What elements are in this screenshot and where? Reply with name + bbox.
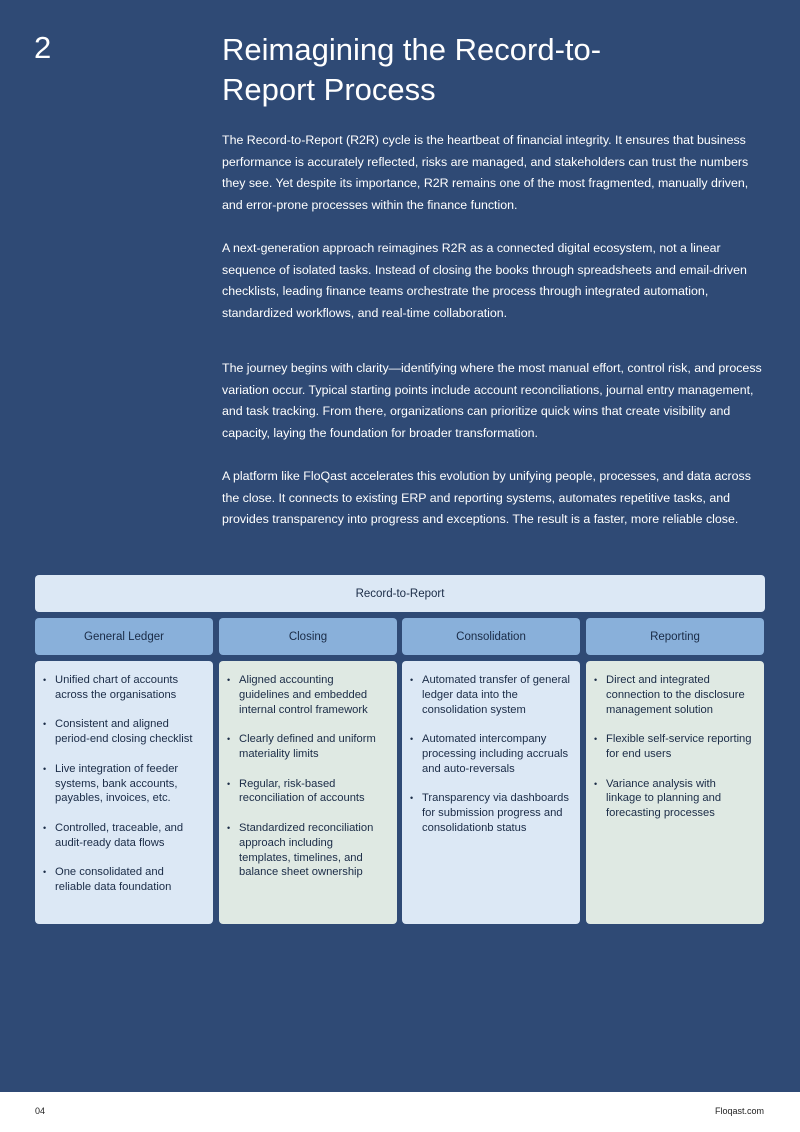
list-item: • Direct and integrated connection to the disclosure management solution [594,673,754,717]
bullet-list [594,673,754,821]
list-item: • Automated intercompany processing including accruals and auto-reversals [410,732,570,776]
column-header-closing: Closing [219,618,397,655]
list-item: • Aligned accounting guidelines and embedded internal control framework [227,673,387,717]
column-header-reporting: Reporting [586,618,764,655]
column-body-closing [219,661,397,924]
list-item: • Unified chart of accounts across the organisations [43,673,203,703]
website-link[interactable]: Floqast.com [714,1106,764,1116]
column-body-consolidation [402,661,580,924]
paragraph: A platform like FloQast accelerates this evolution by unifying people, processes, and data across the close. It connects to existing ERP and reporting systems, automates repetitive tasks, and provides transparency into progress and exceptions. The result is a faster, more reliable close. [222,469,751,526]
column-header-consolidation: Consolidation [402,618,580,655]
page-footer [0,1092,800,1132]
list-item: • Flexible self-service reporting for end users [594,732,754,762]
column-body-reporting [586,661,764,924]
bullet-list [43,673,203,895]
column-body-general-ledger [35,661,213,924]
paragraph: A next-generation approach reimagines R2R as a connected digital ecosystem, not a linear sequence of isolated tasks. Instead of closing the books through spreadsheets and email-driven checklists, leading finance teams orchestrate the process through integrated automation, standardized workflows, and real-time collaboration. [222,241,747,320]
list-item: • Controlled, traceable, and audit-ready data flows [43,821,203,851]
record-to-report-header: Record-to-Report [35,575,765,612]
list-item: • Consistent and aligned period-end closing checklist [43,717,203,747]
list-item: • Variance analysis with linkage to planning and forecasting processes [594,777,754,821]
list-item: • One consolidated and reliable data foundation [43,865,203,895]
bullet-list [410,673,570,836]
paragraph: The journey begins with clarity—identifying where the most manual effort, control risk, and process variation occur. Typical starting points include account reconciliations, journal entry management, and task tracking. From there, organizations can prioritize quick wins that create visibility and capacity, laying the foundation for broader transformation. [222,361,762,440]
column-header-general-ledger: General Ledger [35,618,213,655]
list-item: • Regular, risk-based reconciliation of accounts [227,777,387,807]
list-item: • Clearly defined and uniform materiality limits [227,732,387,762]
bullet-list [227,673,387,880]
page-number: 04 [35,1106,46,1116]
section-number: 2 [34,30,52,65]
list-item: • Standardized reconciliation approach including templates, timelines, and balance sheet ownership [227,821,387,880]
list-item: • Transparency via dashboards for submission progress and consolidationb status [410,791,570,835]
paragraph: The Record-to-Report (R2R) cycle is the heartbeat of financial integrity. It ensures that business performance is accurately reflected, risks are managed, and stakeholders can trust the numbers they see. Yet despite its importance, R2R remains one of the most fragmented, manually driven, and error-prone processes within the finance function. [222,133,749,212]
page-title: Reimagining the Record-to-Report Process [222,32,602,107]
list-item: • Live integration of feeder systems, bank accounts, payables, invoices, etc. [43,762,203,806]
list-item: • Automated transfer of general ledger data into the consolidation system [410,673,570,717]
